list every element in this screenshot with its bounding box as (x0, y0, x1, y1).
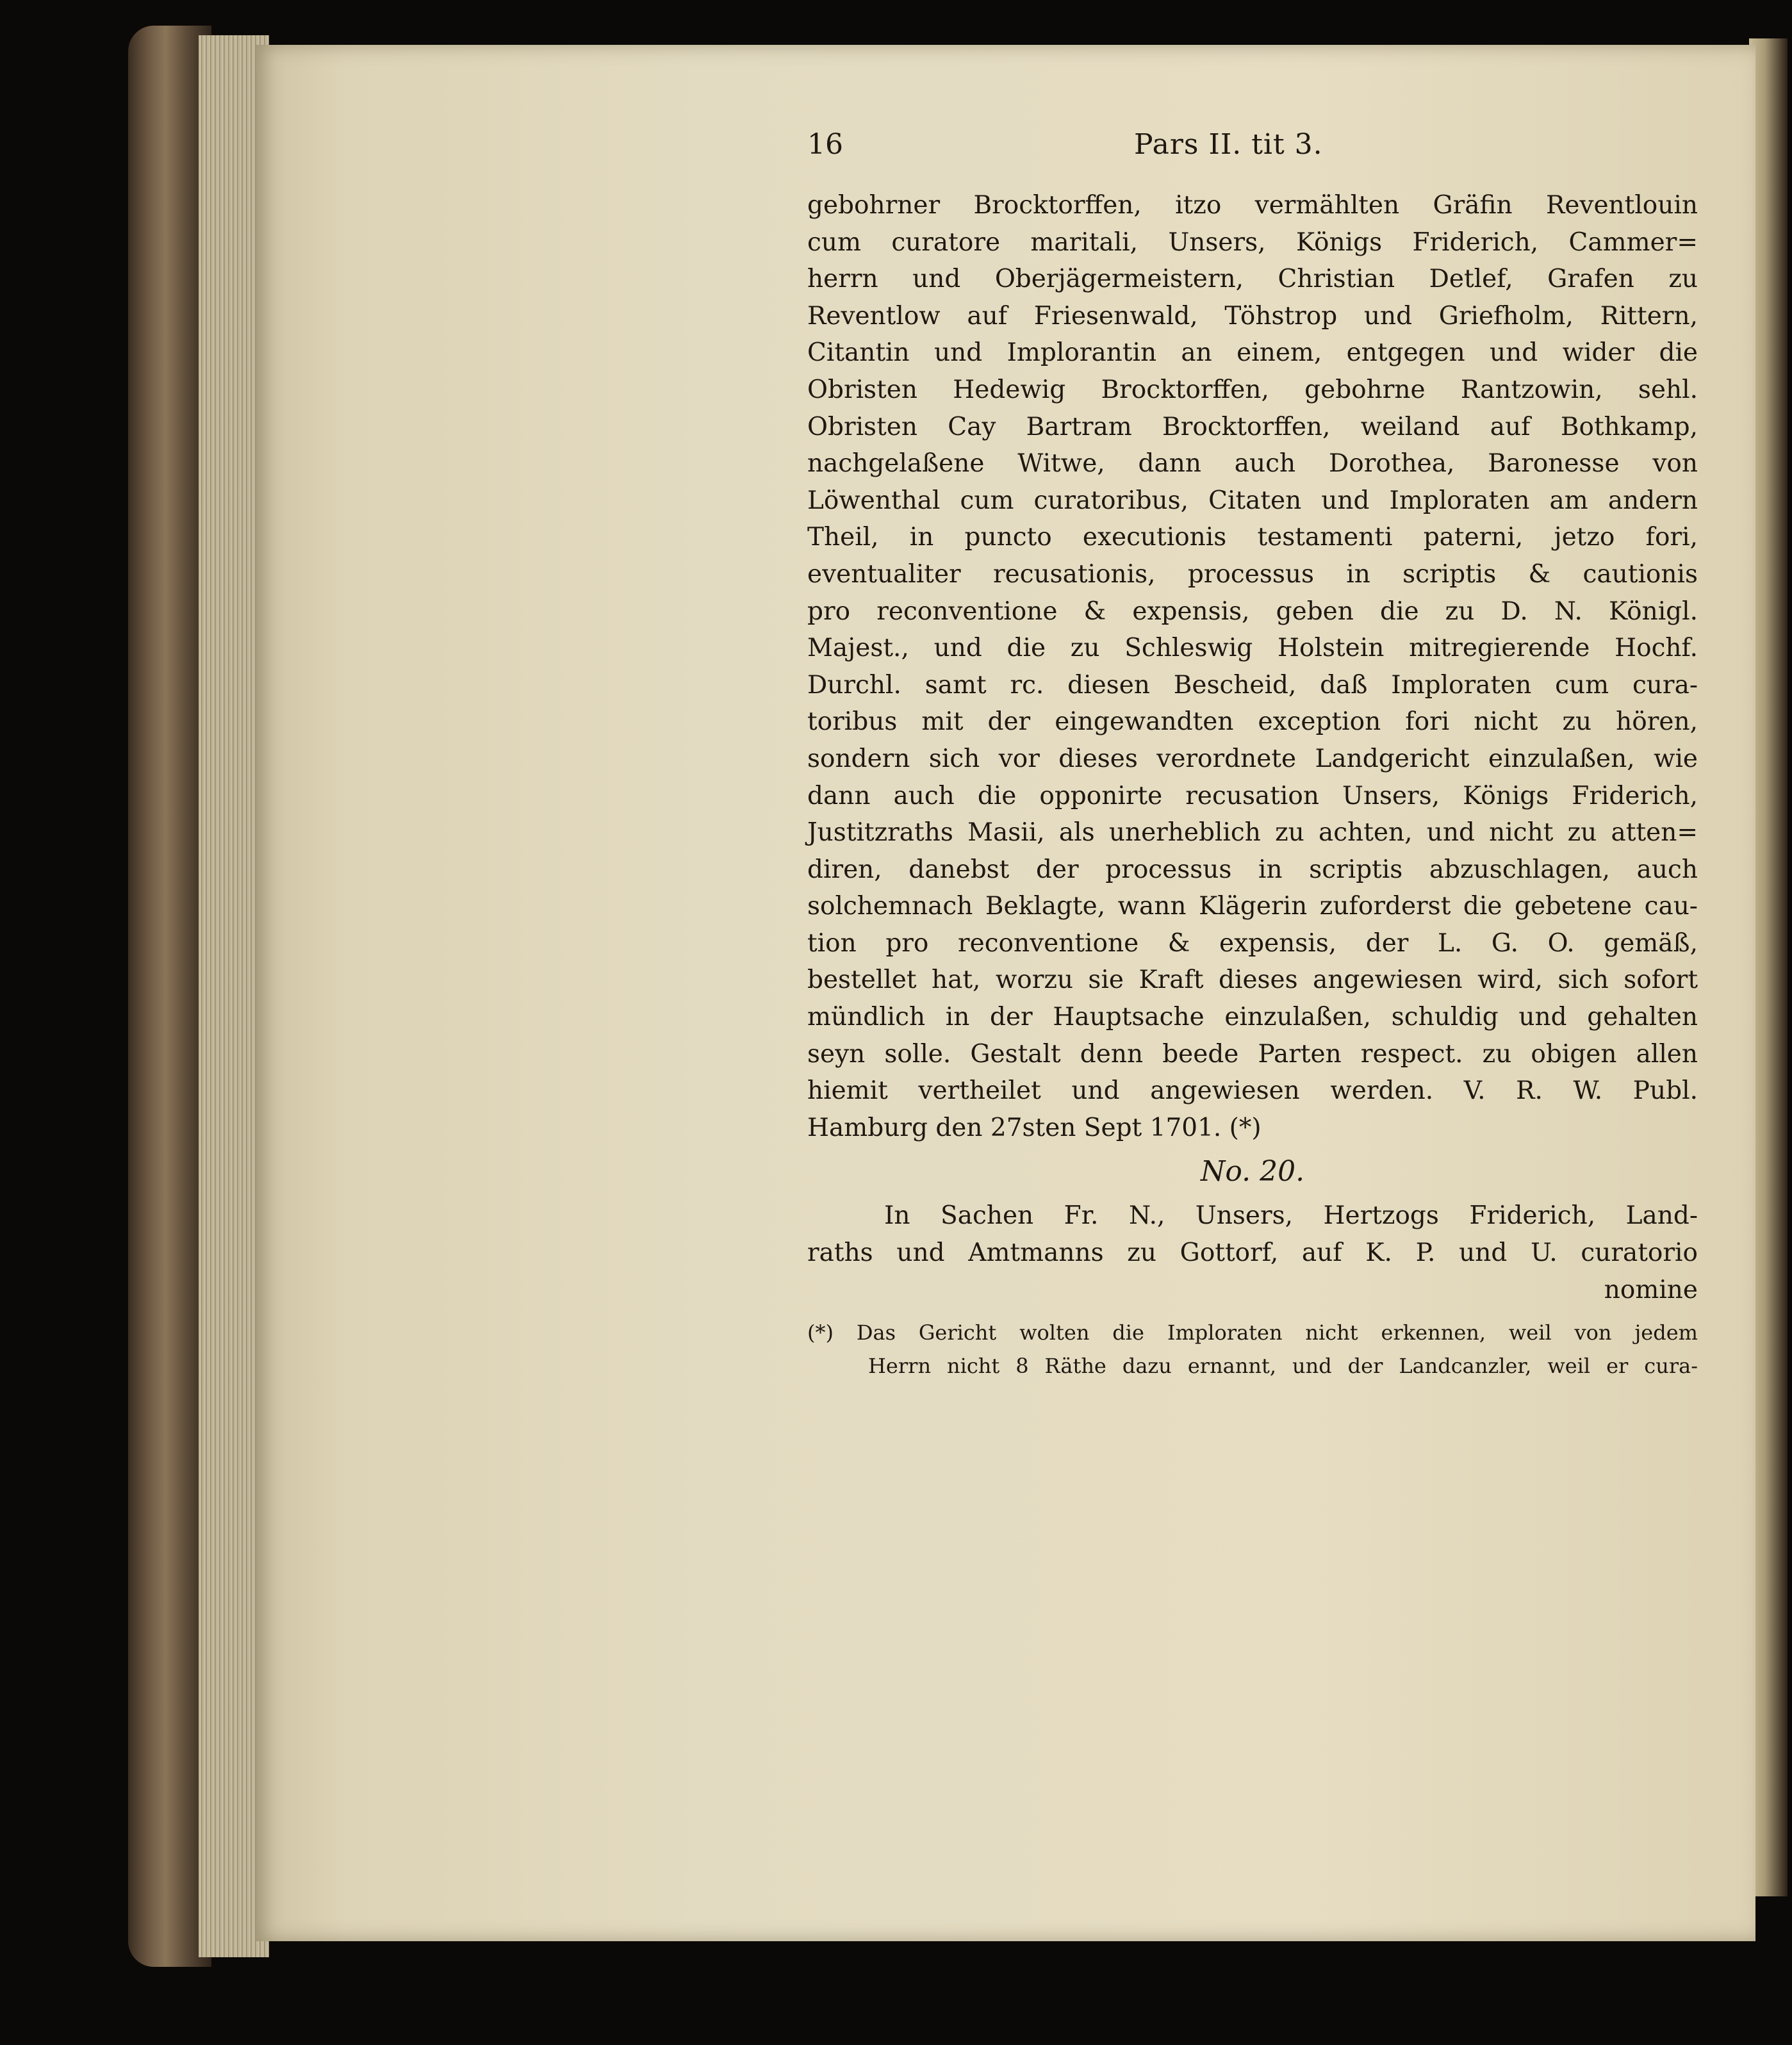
text-line: cum curatore maritali, Unsers, Königs Friderich, Cammer= (807, 227, 1698, 257)
page-number: 16 (807, 128, 843, 161)
text-line: hiemit vertheilet und angewiesen werden. V. R. W. Publ. (807, 1076, 1698, 1106)
text-line: nachgelaßene Witwe, dann auch Dorothea, Baronesse von (807, 449, 1698, 479)
text-line: toribus mit der eingewandten exception fori nicht zu hören, (807, 707, 1698, 737)
text-line: Theil, in puncto executionis testamenti paterni, jetzo fori, (807, 523, 1698, 552)
text-line: solchemnach Beklagte, wann Klägerin zuforderst die gebetene cau- (807, 892, 1698, 921)
page-header (807, 128, 1698, 173)
section-text (807, 1197, 1698, 1308)
text-line: dann auch die opponirte recusation Unsers, Königs Friderich, (807, 781, 1698, 810)
text-line: Justitzraths Masii, als unerheblich zu achten, und nicht zu atten= (807, 818, 1698, 848)
text-line: Obristen Cay Bartram Brocktorffen, weiland auf Bothkamp, (807, 412, 1698, 441)
text-line: herrn und Oberjägermeistern, Christian Detlef, Grafen zu (807, 265, 1698, 294)
catchword: nomine (1604, 1275, 1698, 1304)
text-line: Durchl. samt rc. diesen Bescheid, daß Imploraten cum cura- (807, 670, 1698, 700)
running-head: Pars II. tit 3. (1134, 128, 1323, 161)
text-line: Löwenthal cum curatoribus, Citaten und Imploraten am andern (807, 486, 1698, 515)
text-line: Citantin und Implorantin an einem, entgegen und wider die (807, 338, 1698, 368)
section-number: No. 20. (1200, 1155, 1305, 1188)
text-line: diren, danebst der processus in scriptis abzuschlagen, auch (807, 855, 1698, 884)
footnote-line: Herrn nicht 8 Räthe dazu ernannt, und der Landcanzler, weil er cura- (868, 1354, 1698, 1379)
text-line: eventualiter recusationis, processus in scriptis & cautionis (807, 559, 1698, 589)
footnote-line: (*) Das Gericht wolten die Imploraten nicht erkennen, weil von jedem (807, 1320, 1698, 1345)
text-line: Reventlow auf Friesenwald, Töhstrop und Griefholm, Rittern, (807, 301, 1698, 331)
text-line: mündlich in der Hauptsache einzulaßen, schuldig und gehalten (807, 1003, 1698, 1032)
body-text (807, 187, 1698, 1146)
footnote (807, 1316, 1698, 1383)
text-line: sondern sich vor dieses verordnete Landgericht einzulaßen, wie (807, 744, 1698, 773)
text-line: gebohrner Brocktorffen, itzo vermählten Gräfin Reventlouin (807, 191, 1698, 220)
text-line: pro reconventione & expensis, geben die zu D. N. Königl. (807, 596, 1698, 626)
text-line: Obristen Hedewig Brocktorffen, gebohrne Rantzowin, sehl. (807, 375, 1698, 404)
text-line: seyn solle. Gestalt denn beede Parten respect. zu obigen allen (807, 1039, 1698, 1069)
text-line: raths und Amtmanns zu Gottorf, auf K. P. und U. curatorio (807, 1238, 1698, 1268)
text-block (807, 128, 1698, 1383)
text-line: Hamburg den 27sten Sept 1701. (*) (807, 1113, 1262, 1142)
text-line: bestellet hat, worzu sie Kraft dieses angewiesen wird, sich sofort (807, 965, 1698, 995)
book-page (256, 45, 1755, 1941)
text-line: Majest., und die zu Schleswig Holstein mitregierende Hochf. (807, 634, 1698, 663)
text-line: In Sachen Fr. N., Unsers, Hertzogs Friderich, Land- (884, 1201, 1698, 1231)
text-line: tion pro reconventione & expensis, der L. G. O. gemäß, (807, 928, 1698, 958)
